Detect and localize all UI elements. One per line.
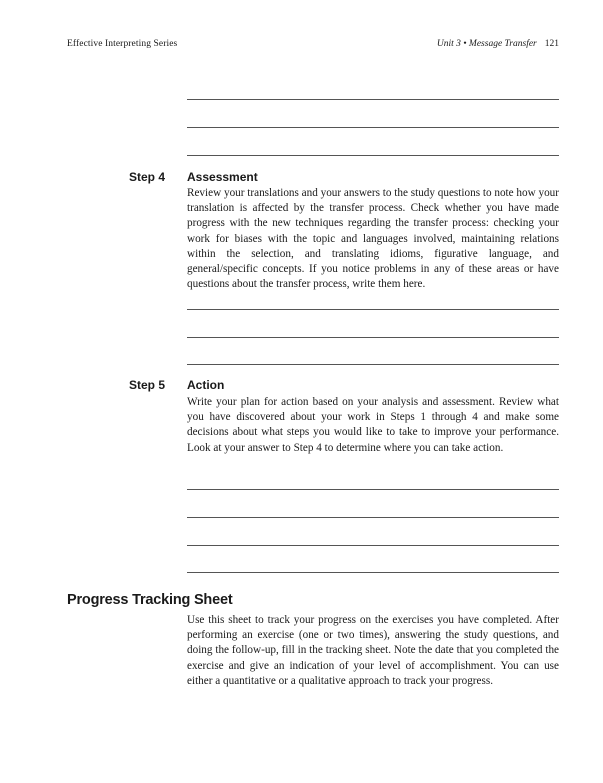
step-5-title: Action bbox=[187, 378, 225, 392]
progress-tracking-body: Use this sheet to track your progress on the exercises you have completed. After performing an exercise (one or two times), answering the study questions, and doing the follow-up, fill in the tracking sheet. Note the date that you completed the exercise and give an indication of your level of accomplishment. You can use either a quantitative or a qualitative approach to track your progress. bbox=[187, 614, 559, 687]
step-5-body: Write your plan for action based on your analysis and assessment. Review what you have discovered about your work in Steps 1 through 4 and make some decisions about what steps you would like to take to improve your performance. Look at your answer to Step 4 to determine where you can take action. bbox=[187, 396, 559, 454]
writing-line bbox=[187, 545, 559, 546]
writing-line bbox=[187, 99, 559, 100]
writing-line bbox=[187, 572, 559, 573]
step-5-label: Step 5 bbox=[129, 378, 166, 392]
progress-tracking-heading: Progress Tracking Sheet bbox=[67, 592, 233, 608]
step-4-label: Step 4 bbox=[129, 170, 166, 184]
writing-line bbox=[187, 337, 559, 338]
unit-title: Unit 3 • Message Transfer bbox=[436, 39, 537, 49]
writing-line bbox=[187, 155, 559, 156]
step-4-body: Review your translations and your answers to the study questions to note how your translation is affected by the transfer process. Check whether you have made progress with the new techniques regarding the transfer process: checking your work for biases with the topic and languages involved, maintaining relations within the selection, and translating idioms, figurative language, and general/specific concepts. If you notice problems in any of these areas or have questions about the transfer process, write them here. bbox=[187, 187, 559, 291]
writing-line bbox=[187, 364, 559, 365]
writing-line bbox=[187, 309, 559, 310]
writing-line bbox=[187, 489, 559, 490]
writing-line bbox=[187, 127, 559, 128]
writing-line bbox=[187, 517, 559, 518]
step-4-title: Assessment bbox=[187, 170, 258, 184]
running-header-series: Effective Interpreting Series bbox=[67, 39, 178, 49]
running-header-unit bbox=[437, 39, 559, 49]
page-number: 121 bbox=[544, 39, 559, 49]
